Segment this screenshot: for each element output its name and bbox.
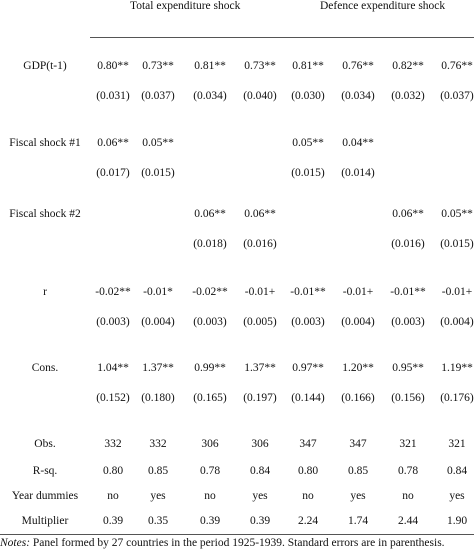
stat-label: Year dummies [11, 490, 79, 502]
coef-cell: 0.95** [392, 362, 424, 374]
coef-cell: -0.01+ [244, 286, 276, 298]
stat-cell: 347 [349, 438, 367, 450]
stat-cell: 0.80 [102, 465, 124, 477]
coef-cell: 0.73** [244, 60, 276, 72]
coef-cell: 0.06** [244, 208, 276, 220]
se-cell: (0.197) [243, 392, 277, 404]
coef-cell: 0.06** [194, 208, 226, 220]
stat-label: Multiplier [21, 515, 69, 527]
se-cell: (0.180) [141, 392, 175, 404]
stat-cell: 1.74 [347, 515, 369, 527]
stat-cell: 0.85 [347, 465, 369, 477]
se-cell: (0.034) [341, 90, 375, 102]
se-cell: (0.152) [96, 392, 130, 404]
stat-cell: 0.78 [199, 465, 221, 477]
stat-cell: 0.84 [446, 465, 468, 477]
se-cell: (0.144) [291, 392, 325, 404]
coef-cell: 0.05** [441, 208, 473, 220]
notes-text: Panel formed by 27 countries in the period 1925-1939. Standard errors are in parenthesis. [30, 537, 445, 549]
se-cell: (0.015) [291, 167, 325, 179]
stat-cell: yes [350, 490, 366, 502]
stat-cell: no [402, 490, 414, 502]
row-label: Fiscal shock #1 [9, 137, 81, 149]
stat-cell: 2.24 [297, 515, 319, 527]
coef-cell: 1.19** [441, 362, 473, 374]
se-cell: (0.030) [291, 90, 325, 102]
stat-cell: 0.39 [102, 515, 124, 527]
header-rule [90, 37, 474, 38]
se-cell: (0.166) [341, 392, 375, 404]
se-cell: (0.165) [193, 392, 227, 404]
coef-cell: 0.04** [342, 137, 374, 149]
stat-cell: yes [252, 490, 268, 502]
table-notes [0, 537, 445, 549]
coef-cell: -0.02** [192, 286, 228, 298]
stat-label: Obs. [34, 438, 56, 450]
coef-cell: 0.76** [342, 60, 374, 72]
se-cell: (0.037) [141, 90, 175, 102]
coef-cell: 0.73** [142, 60, 174, 72]
coef-cell: 0.81** [292, 60, 324, 72]
se-cell: (0.005) [243, 316, 277, 328]
row-label: r [43, 286, 47, 298]
coef-cell: 0.06** [97, 137, 129, 149]
row-label: Fiscal shock #2 [9, 208, 81, 220]
se-cell: (0.003) [96, 316, 130, 328]
stat-cell: 0.39 [249, 515, 271, 527]
stat-cell: no [302, 490, 314, 502]
coef-cell: 1.37** [142, 362, 174, 374]
stat-cell: 306 [201, 438, 219, 450]
stat-cell: 347 [299, 438, 317, 450]
se-cell: (0.003) [291, 316, 325, 328]
stat-cell: 321 [448, 438, 466, 450]
coef-cell: 1.37** [244, 362, 276, 374]
coef-cell: 0.82** [392, 60, 424, 72]
se-cell: (0.017) [96, 167, 130, 179]
coef-cell: -0.02** [95, 286, 131, 298]
stat-cell: 332 [104, 438, 122, 450]
stat-cell: 0.80 [297, 465, 319, 477]
stat-cell: 2.44 [397, 515, 419, 527]
se-cell: (0.015) [141, 167, 175, 179]
stat-cell: 306 [251, 438, 269, 450]
stat-cell: no [204, 490, 216, 502]
se-cell: (0.034) [193, 90, 227, 102]
coef-cell: 1.04** [97, 362, 129, 374]
coef-cell: -0.01** [390, 286, 426, 298]
stat-cell: no [107, 490, 119, 502]
stat-cell: 0.78 [397, 465, 419, 477]
coef-cell: 0.97** [292, 362, 324, 374]
stat-cell: 0.85 [147, 465, 169, 477]
stat-cell: 0.84 [249, 465, 271, 477]
se-cell: (0.004) [440, 316, 474, 328]
group-header-total: Total expenditure shock [130, 0, 241, 12]
coef-cell: 0.80** [97, 60, 129, 72]
se-cell: (0.156) [391, 392, 425, 404]
coef-cell: -0.01+ [441, 286, 473, 298]
se-cell: (0.003) [391, 316, 425, 328]
coef-cell: 0.81** [194, 60, 226, 72]
se-cell: (0.014) [341, 167, 375, 179]
coef-cell: -0.01** [290, 286, 326, 298]
se-cell: (0.031) [96, 90, 130, 102]
stat-cell: 321 [399, 438, 417, 450]
row-label: GDP(t-1) [23, 60, 67, 72]
se-cell: (0.032) [391, 90, 425, 102]
coef-cell: 0.76** [441, 60, 473, 72]
stat-cell: yes [449, 490, 465, 502]
bottom-rule [0, 534, 474, 535]
coef-cell: 0.06** [392, 208, 424, 220]
se-cell: (0.004) [141, 316, 175, 328]
stat-label: R-sq. [32, 465, 58, 477]
coef-cell: -0.01* [143, 286, 173, 298]
group-header-defence: Defence expenditure shock [320, 0, 446, 12]
row-label: Cons. [31, 362, 59, 374]
se-cell: (0.040) [243, 90, 277, 102]
stat-cell: 1.90 [446, 515, 468, 527]
se-cell: (0.004) [341, 316, 375, 328]
se-cell: (0.176) [440, 392, 474, 404]
notes-prefix: Notes: [0, 537, 31, 549]
coef-cell: 0.05** [142, 137, 174, 149]
se-cell: (0.016) [243, 238, 277, 250]
se-cell: (0.037) [440, 90, 474, 102]
stat-cell: 0.39 [199, 515, 221, 527]
coef-cell: 0.99** [194, 362, 226, 374]
se-cell: (0.018) [193, 238, 227, 250]
se-cell: (0.015) [440, 238, 474, 250]
coef-cell: 1.20** [342, 362, 374, 374]
coef-cell: -0.01+ [342, 286, 374, 298]
stat-cell: 0.35 [147, 515, 169, 527]
se-cell: (0.016) [391, 238, 425, 250]
stat-cell: 332 [149, 438, 167, 450]
se-cell: (0.003) [193, 316, 227, 328]
coef-cell: 0.05** [292, 137, 324, 149]
stat-cell: yes [150, 490, 166, 502]
